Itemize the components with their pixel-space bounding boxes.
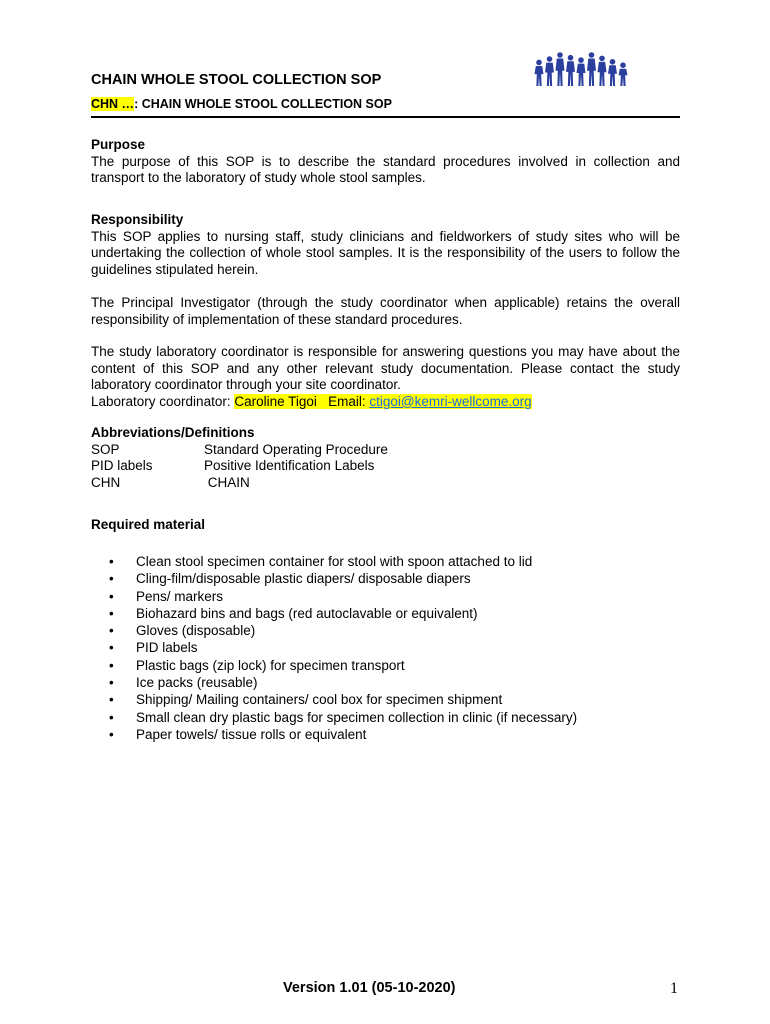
abbreviation-term: CHN <box>91 474 121 490</box>
abbreviation-row <box>91 458 680 475</box>
logo-person-head <box>578 57 584 63</box>
bullet-icon: • <box>109 709 114 725</box>
logo-person-head <box>610 59 616 65</box>
required-material-heading: Required material <box>91 517 206 532</box>
list-item: • PID labels <box>109 640 198 656</box>
document-title: CHAIN WHOLE STOOL COLLECTION SOP <box>91 72 382 88</box>
abbreviation-definition: Positive Identification Labels <box>204 458 375 474</box>
logo-person-body <box>577 64 586 86</box>
responsibility-paragraph-1: This SOP applies to nursing staff, study clinicians and fieldworkers of study sites who will be undertaking the collection of whole stool samples. It is the responsibility of the users to follow the guidelines stipulated herein. <box>91 228 680 277</box>
logo-person-head <box>599 56 605 62</box>
logo-person-body <box>535 66 544 86</box>
list-item: • Pens/ markers <box>109 588 224 604</box>
abbreviation-row <box>91 475 680 492</box>
document-subtitle <box>91 97 392 111</box>
abbreviations-heading: Abbreviations/Definitions <box>91 425 255 440</box>
bullet-icon: • <box>109 605 114 621</box>
list-item: • Gloves (disposable) <box>109 623 256 639</box>
contact-line <box>91 394 680 411</box>
abbreviation-definition: Standard Operating Procedure <box>204 441 388 457</box>
bullet-icon: • <box>109 640 114 656</box>
page-number: 1 <box>670 980 678 997</box>
header-divider <box>91 116 680 118</box>
required-material-section <box>91 517 680 534</box>
logo-person-body <box>556 59 565 87</box>
abbreviation-term: PID labels <box>91 458 153 474</box>
bullet-icon: • <box>109 554 114 569</box>
logo-person-body <box>619 69 628 86</box>
abbreviation-row <box>91 442 680 459</box>
logo-person-head <box>568 55 574 61</box>
list-item: • Shipping/ Mailing containers/ cool box for specimen shipment <box>109 692 503 708</box>
sop-code: CHN … <box>91 97 135 111</box>
logo-person-head <box>536 60 542 66</box>
purpose-section <box>91 137 680 187</box>
bullet-icon: • <box>109 571 114 587</box>
logo-person-body <box>566 61 575 86</box>
purpose-heading: Purpose <box>91 137 146 152</box>
list-item: • Biohazard bins and bags (red autoclavable or equivalent) <box>109 605 478 621</box>
abbreviation-term: SOP <box>91 441 120 457</box>
responsibility-heading: Responsibility <box>91 212 184 227</box>
version-label: Version 1.01 (05-10-2020) <box>283 980 456 996</box>
list-item: • Clean stool specimen container for stool with spoon attached to lid <box>109 554 533 569</box>
contact-label: Laboratory coordinator: <box>91 393 235 409</box>
bullet-icon: • <box>109 588 114 604</box>
bullet-icon: • <box>109 692 114 708</box>
responsibility-paragraph-2: The Principal Investigator (through the study coordinator when applicable) retains the overall responsibility of implementation of these standard procedures. <box>91 295 680 327</box>
logo-person-body <box>587 59 596 87</box>
logo-person-head <box>620 62 626 68</box>
contact-email-link[interactable]: ctigoi@kemri-wellcome.org <box>369 393 532 409</box>
logo-person-body <box>608 65 617 86</box>
responsibility-paragraph-3: The study laboratory coordinator is responsible for answering questions you may have about the content of this SOP and any other relevant study documentation. Please contact the study laboratory coordinator through your site coordinator. <box>91 344 680 393</box>
abbreviations-section <box>91 425 680 491</box>
list-item: • Paper towels/ tissue rolls or equivalent <box>109 726 367 742</box>
logo-person-body <box>598 62 607 86</box>
list-item: • Small clean dry plastic bags for specimen collection in clinic (if necessary) <box>109 709 578 725</box>
required-material-list <box>109 553 577 743</box>
logo-person-head <box>547 56 553 62</box>
purpose-text: The purpose of this SOP is to describe the standard procedures involved in collection and transport to the laboratory of study whole stool samples. <box>91 153 680 186</box>
people-chain-logo-icon <box>534 50 632 86</box>
coordinator-section <box>91 344 680 410</box>
list-item: • Ice packs (reusable) <box>109 675 258 691</box>
logo-person-body <box>545 63 554 86</box>
logo-person-head <box>589 52 595 58</box>
bullet-icon: • <box>109 675 114 691</box>
subtitle-text: : CHAIN WHOLE STOOL COLLECTION SOP <box>134 97 392 111</box>
logo-person-head <box>557 52 563 58</box>
list-item: • Cling-film/disposable plastic diapers/ disposable diapers <box>109 571 471 587</box>
contact-name: Caroline Tigoi Email: ctigoi@kemri-wellcome.org <box>234 393 532 409</box>
bullet-icon: • <box>109 726 114 742</box>
list-item: • Plastic bags (zip lock) for specimen transport <box>109 657 405 673</box>
abbreviation-definition: CHAIN <box>204 474 250 490</box>
responsibility-section <box>91 212 680 278</box>
bullet-icon: • <box>109 623 114 639</box>
bullet-icon: • <box>109 657 114 673</box>
